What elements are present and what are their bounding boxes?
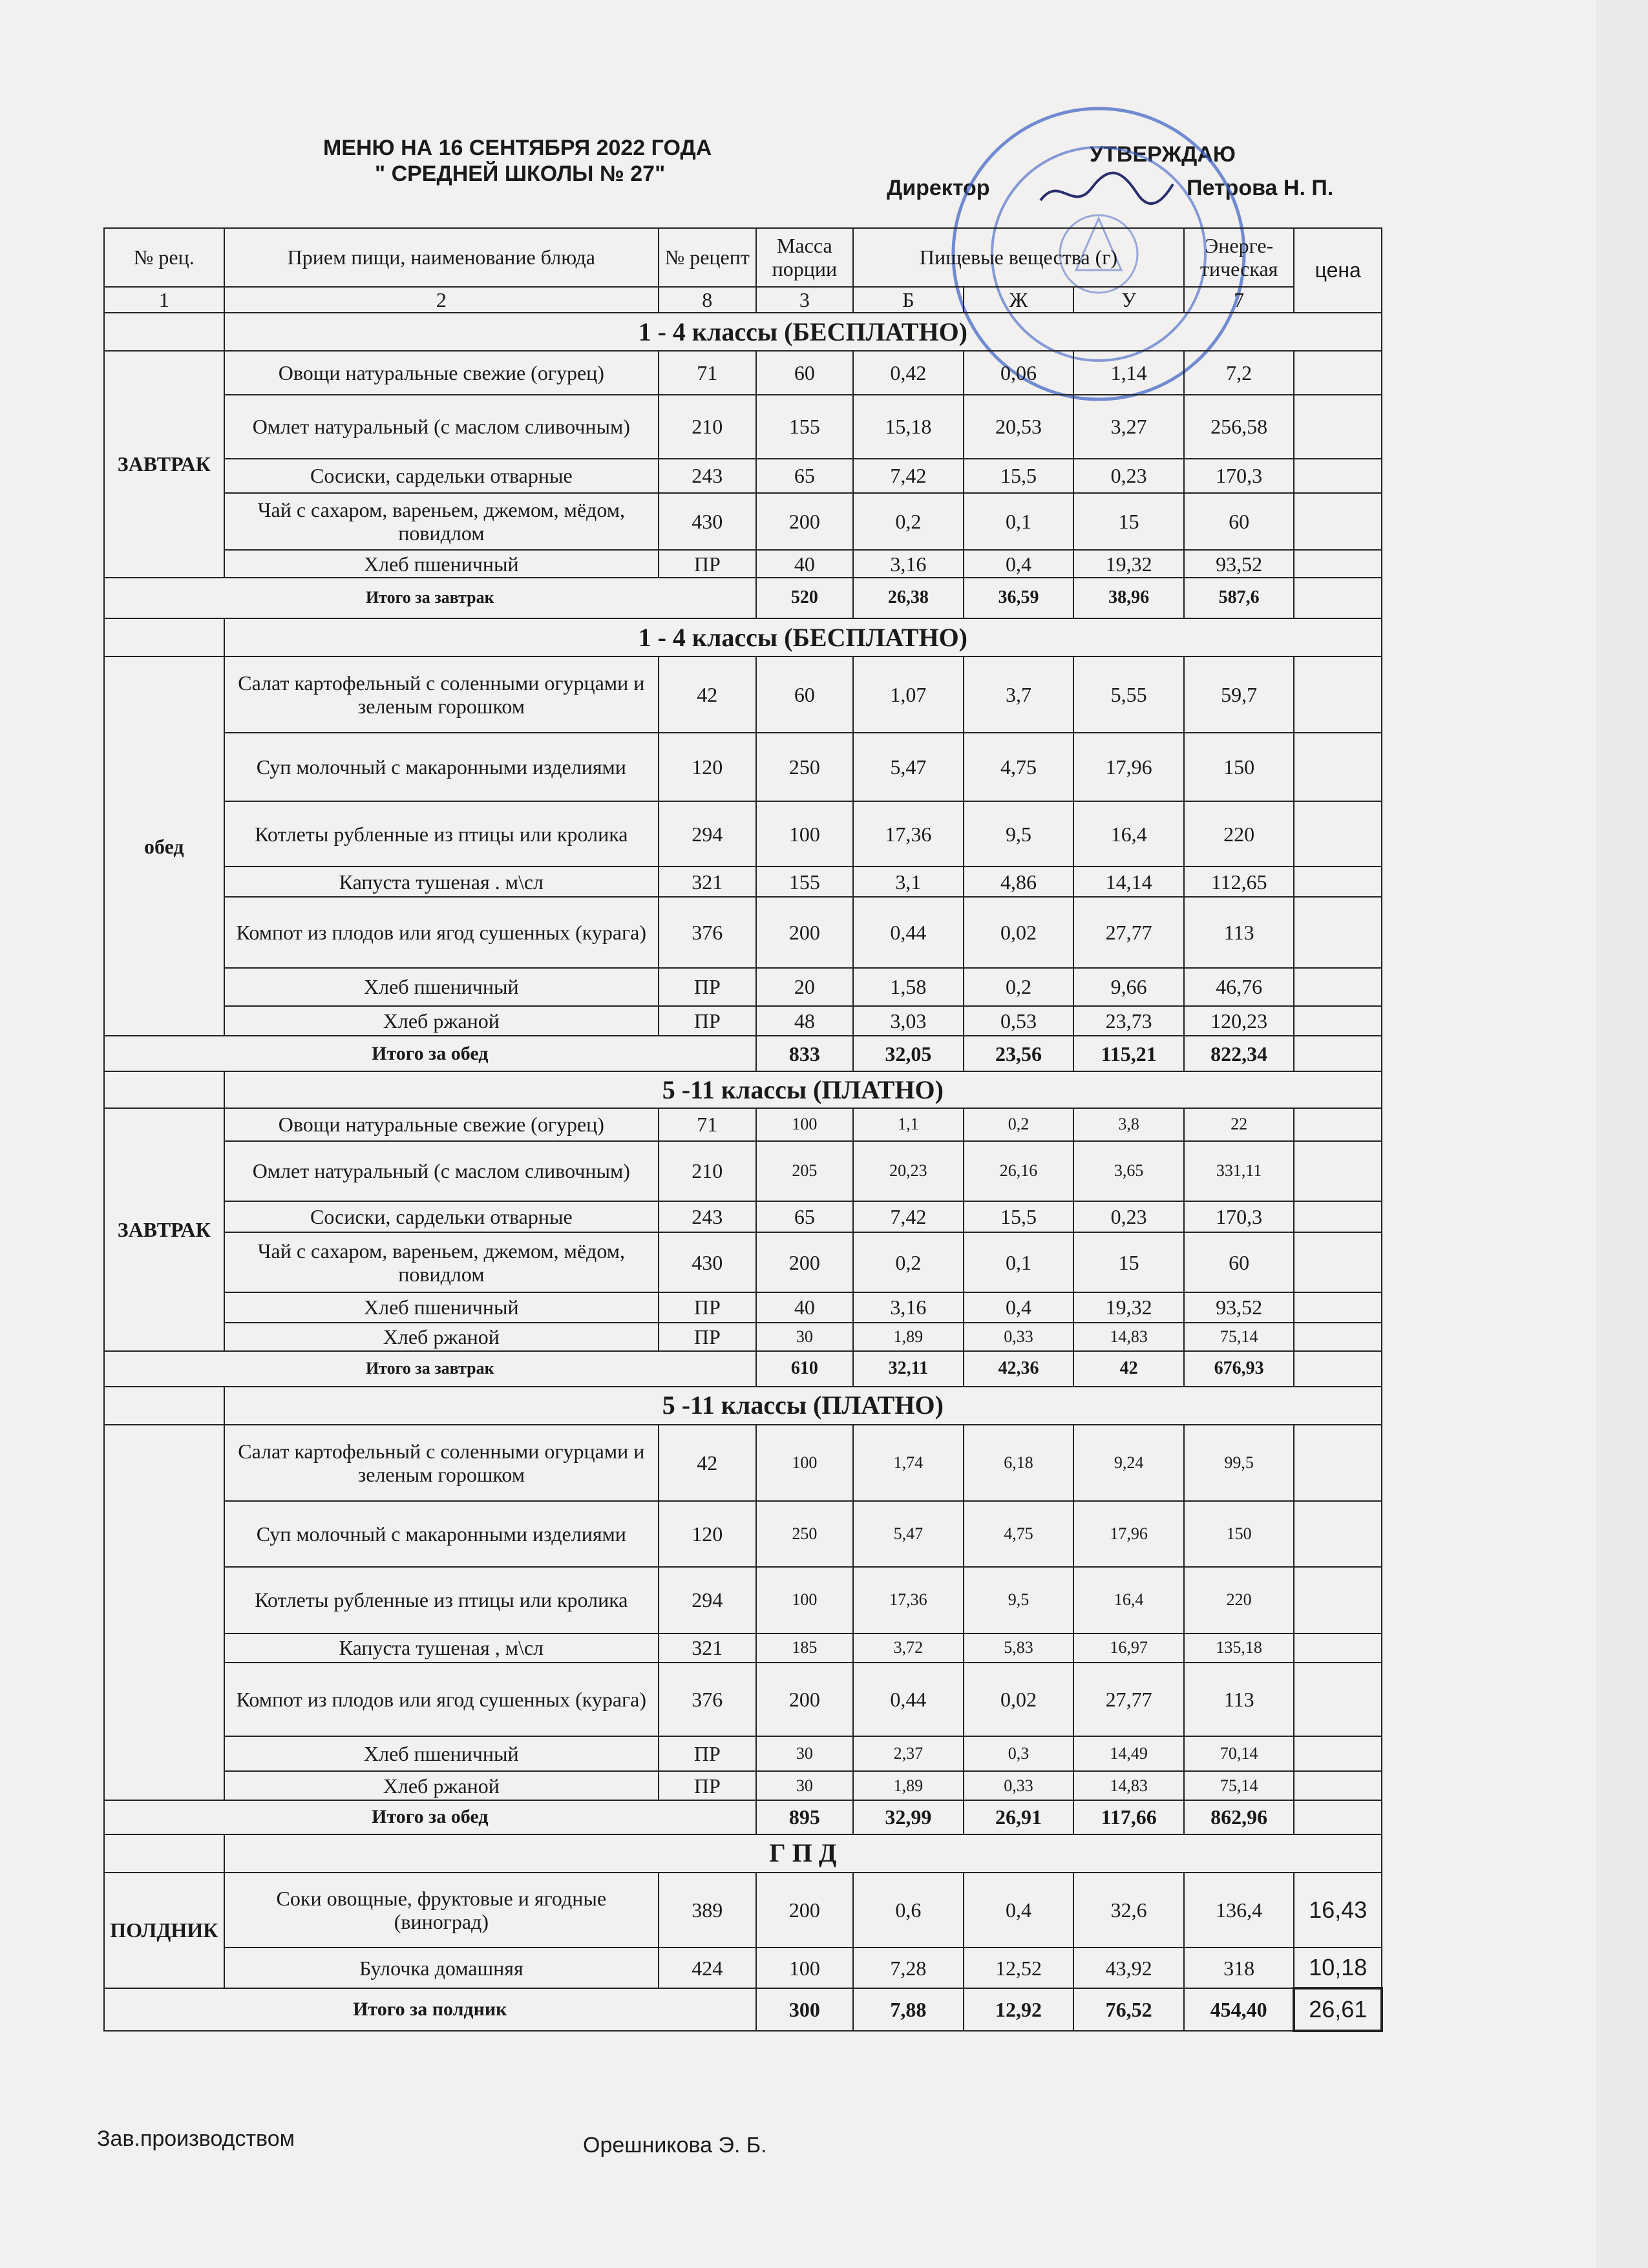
fat: 0,1 — [964, 1232, 1074, 1292]
fat: 0,02 — [964, 1663, 1074, 1736]
col-index: 3 — [756, 287, 854, 313]
fat: 6,18 — [964, 1425, 1074, 1501]
energy: 150 — [1184, 1501, 1294, 1566]
dish-name: Соки овощные, фруктовые и ягодные (виноград) — [224, 1873, 659, 1948]
subtotal-protein: 7,88 — [853, 1988, 964, 2031]
recipe-number: 120 — [659, 1501, 756, 1566]
portion: 205 — [756, 1141, 854, 1201]
subtotal-label: Итого за завтрак — [104, 1351, 756, 1387]
price — [1294, 1425, 1382, 1501]
fat: 3,7 — [964, 656, 1074, 733]
director-label: Директор — [887, 176, 990, 200]
energy: 256,58 — [1184, 395, 1294, 459]
subtotal-energy: 587,6 — [1184, 578, 1294, 618]
fat: 5,83 — [964, 1633, 1074, 1662]
recipe-number: ПР — [659, 1771, 756, 1800]
price — [1294, 897, 1382, 968]
dish-name: Хлеб пшеничный — [224, 1292, 659, 1322]
subtotal-carbs: 115,21 — [1073, 1036, 1184, 1071]
portion: 60 — [756, 656, 854, 733]
portion: 48 — [756, 1006, 854, 1036]
price — [1294, 1800, 1382, 1834]
subtotal-carbs: 117,66 — [1073, 1800, 1184, 1834]
carbs: 5,55 — [1073, 656, 1184, 733]
price — [1294, 1771, 1382, 1800]
energy: 99,5 — [1184, 1425, 1294, 1501]
recipe-number: 321 — [659, 1633, 756, 1662]
subtotal-label: Итого за полдник — [104, 1988, 756, 2031]
fat: 15,5 — [964, 459, 1074, 493]
energy: 7,2 — [1184, 351, 1294, 395]
price: 10,18 — [1294, 1948, 1382, 1988]
dish-name: Хлеб ржаной — [224, 1006, 659, 1036]
energy: 150 — [1184, 733, 1294, 801]
recipe-number: 430 — [659, 1232, 756, 1292]
portion: 250 — [756, 733, 854, 801]
protein: 17,36 — [853, 1567, 964, 1633]
fat: 20,53 — [964, 395, 1074, 459]
carbs: 9,66 — [1073, 968, 1184, 1006]
price — [1294, 1292, 1382, 1322]
subtotal-carbs: 42 — [1073, 1351, 1184, 1387]
energy: 75,14 — [1184, 1771, 1294, 1800]
meal-label: обед — [104, 656, 224, 1036]
subtotal-protein: 32,11 — [853, 1351, 964, 1387]
carbs: 9,24 — [1073, 1425, 1184, 1501]
subtotal-energy: 454,40 — [1184, 1988, 1294, 2031]
recipe-number: ПР — [659, 1736, 756, 1772]
fat: 0,4 — [964, 1292, 1074, 1322]
recipe-number: ПР — [659, 1323, 756, 1351]
carbs: 0,23 — [1073, 1201, 1184, 1233]
subtotal-price: 26,61 — [1294, 1988, 1382, 2031]
portion: 100 — [756, 1108, 854, 1141]
carbs: 17,96 — [1073, 1501, 1184, 1566]
energy: 22 — [1184, 1108, 1294, 1141]
fat: 0,1 — [964, 493, 1074, 551]
protein: 5,47 — [853, 733, 964, 801]
carbs: 17,96 — [1073, 733, 1184, 801]
price — [1294, 1201, 1382, 1233]
price — [1294, 866, 1382, 896]
price — [1294, 1006, 1382, 1036]
dish-name: Хлеб пшеничный — [224, 1736, 659, 1772]
dish-name: Салат картофельный с соленными огурцами и зеленым горошком — [224, 1425, 659, 1501]
protein: 17,36 — [853, 801, 964, 866]
energy: 220 — [1184, 801, 1294, 866]
dish-name: Сосиски, сардельки отварные — [224, 1201, 659, 1233]
dish-name: Омлет натуральный (с маслом сливочным) — [224, 1141, 659, 1201]
protein: 0,6 — [853, 1873, 964, 1948]
recipe-number: 120 — [659, 733, 756, 801]
dish-name: Хлеб ржаной — [224, 1323, 659, 1351]
price — [1294, 1232, 1382, 1292]
price — [1294, 493, 1382, 551]
subtotal-energy: 822,34 — [1184, 1036, 1294, 1071]
recipe-number: 210 — [659, 1141, 756, 1201]
fat: 0,33 — [964, 1323, 1074, 1351]
dish-name: Чай с сахаром, вареньем, джемом, мёдом, повидлом — [224, 493, 659, 551]
col-header-price: цена — [1294, 228, 1382, 313]
recipe-number: ПР — [659, 550, 756, 577]
price — [1294, 1108, 1382, 1141]
section-title: 5 -11 классы (ПЛАТНО) — [224, 1387, 1382, 1425]
recipe-number: 376 — [659, 1663, 756, 1736]
protein: 1,1 — [853, 1108, 964, 1141]
recipe-number: 210 — [659, 395, 756, 459]
portion: 155 — [756, 395, 854, 459]
subtotal-fat: 12,92 — [964, 1988, 1074, 2031]
fat: 0,53 — [964, 1006, 1074, 1036]
recipe-number: ПР — [659, 968, 756, 1006]
protein: 1,89 — [853, 1323, 964, 1351]
carbs: 27,77 — [1073, 897, 1184, 968]
col-header-recipe-num: № рец. — [104, 228, 224, 287]
protein: 7,28 — [853, 1948, 964, 1988]
fat: 0,2 — [964, 968, 1074, 1006]
fat: 0,4 — [964, 1873, 1074, 1948]
portion: 100 — [756, 1425, 854, 1501]
col-header-fat: Ж — [964, 287, 1074, 313]
director-signature — [1034, 162, 1176, 220]
carbs: 23,73 — [1073, 1006, 1184, 1036]
recipe-number: 389 — [659, 1873, 756, 1948]
col-index: 8 — [659, 287, 756, 313]
portion: 30 — [756, 1736, 854, 1772]
protein: 0,42 — [853, 351, 964, 395]
price — [1294, 1663, 1382, 1736]
carbs: 3,8 — [1073, 1108, 1184, 1141]
protein: 3,1 — [853, 866, 964, 896]
footer-name: Орешникова Э. Б. — [583, 2133, 767, 2158]
dish-name: Овощи натуральные свежие (огурец) — [224, 1108, 659, 1141]
carbs: 16,4 — [1073, 801, 1184, 866]
carbs: 15 — [1073, 1232, 1184, 1292]
recipe-number: 294 — [659, 1567, 756, 1633]
carbs: 14,83 — [1073, 1771, 1184, 1800]
carbs: 43,92 — [1073, 1948, 1184, 1988]
energy: 112,65 — [1184, 866, 1294, 896]
price — [1294, 968, 1382, 1006]
carbs: 16,4 — [1073, 1567, 1184, 1633]
approval-label: УТВЕРЖДАЮ — [1090, 142, 1236, 167]
energy: 93,52 — [1184, 1292, 1294, 1322]
portion: 155 — [756, 866, 854, 896]
price — [1294, 1141, 1382, 1201]
carbs: 27,77 — [1073, 1663, 1184, 1736]
energy: 120,23 — [1184, 1006, 1294, 1036]
recipe-number: 42 — [659, 1425, 756, 1501]
portion: 20 — [756, 968, 854, 1006]
protein: 1,74 — [853, 1425, 964, 1501]
portion: 100 — [756, 801, 854, 866]
subtotal-fat: 23,56 — [964, 1036, 1074, 1071]
portion: 200 — [756, 1663, 854, 1736]
dish-name: Хлеб пшеничный — [224, 550, 659, 577]
dish-name: Котлеты рубленные из птицы или кролика — [224, 801, 659, 866]
carbs: 1,14 — [1073, 351, 1184, 395]
price — [1294, 351, 1382, 395]
section-title: 1 - 4 классы (БЕСПЛАТНО) — [224, 313, 1382, 351]
portion: 200 — [756, 493, 854, 551]
dish-name: Капуста тушеная . м\сл — [224, 866, 659, 896]
director-name: Петрова Н. П. — [1187, 176, 1334, 200]
dish-name: Компот из плодов или ягод сушенных (курага) — [224, 897, 659, 968]
subtotal-energy: 676,93 — [1184, 1351, 1294, 1387]
carbs: 14,14 — [1073, 866, 1184, 896]
protein: 2,37 — [853, 1736, 964, 1772]
col-header-carbs: У — [1073, 287, 1184, 313]
energy: 60 — [1184, 493, 1294, 551]
subtotal-fat: 26,91 — [964, 1800, 1074, 1834]
price — [1294, 801, 1382, 866]
subtotal-protein: 26,38 — [853, 578, 964, 618]
carbs: 14,49 — [1073, 1736, 1184, 1772]
recipe-number: 42 — [659, 656, 756, 733]
price — [1294, 1036, 1382, 1071]
dish-name: Омлет натуральный (с маслом сливочным) — [224, 395, 659, 459]
meal-label: ЗАВТРАК — [104, 351, 224, 578]
dish-name: Суп молочный с макаронными изделиями — [224, 733, 659, 801]
fat: 4,86 — [964, 866, 1074, 896]
dish-name: Булочка домашняя — [224, 1948, 659, 1988]
fat: 4,75 — [964, 1501, 1074, 1566]
meal-label: ЗАВТРАК — [104, 1108, 224, 1351]
energy: 135,18 — [1184, 1633, 1294, 1662]
protein: 3,16 — [853, 550, 964, 577]
portion: 65 — [756, 459, 854, 493]
portion: 250 — [756, 1501, 854, 1566]
carbs: 3,27 — [1073, 395, 1184, 459]
dish-name: Чай с сахаром, вареньем, джемом, мёдом, повидлом — [224, 1232, 659, 1292]
carbs: 0,23 — [1073, 459, 1184, 493]
dish-name: Суп молочный с макаронными изделиями — [224, 1501, 659, 1566]
energy: 170,3 — [1184, 1201, 1294, 1233]
price — [1294, 1736, 1382, 1772]
subtotal-portion: 300 — [756, 1988, 854, 2031]
dish-name: Хлеб ржаной — [224, 1771, 659, 1800]
protein: 3,03 — [853, 1006, 964, 1036]
dish-name: Капуста тушеная , м\сл — [224, 1633, 659, 1662]
portion: 60 — [756, 351, 854, 395]
col-header-portion: Масса порции — [756, 228, 854, 287]
portion: 100 — [756, 1567, 854, 1633]
dish-name: Компот из плодов или ягод сушенных (курага) — [224, 1663, 659, 1736]
protein: 5,47 — [853, 1501, 964, 1566]
fat: 15,5 — [964, 1201, 1074, 1233]
energy: 136,4 — [1184, 1873, 1294, 1948]
fat: 0,33 — [964, 1771, 1074, 1800]
fat: 9,5 — [964, 1567, 1074, 1633]
col-index: 7 — [1184, 287, 1294, 313]
subtotal-carbs: 38,96 — [1073, 578, 1184, 618]
subtotal-label: Итого за завтрак — [104, 578, 756, 618]
energy: 113 — [1184, 897, 1294, 968]
portion: 185 — [756, 1633, 854, 1662]
carbs: 15 — [1073, 493, 1184, 551]
portion: 30 — [756, 1771, 854, 1800]
portion: 65 — [756, 1201, 854, 1233]
portion: 200 — [756, 1873, 854, 1948]
portion: 40 — [756, 550, 854, 577]
meal-label-empty — [104, 1425, 224, 1800]
protein: 0,44 — [853, 897, 964, 968]
price — [1294, 395, 1382, 459]
fat: 0,02 — [964, 897, 1074, 968]
recipe-number: 321 — [659, 866, 756, 896]
energy: 60 — [1184, 1232, 1294, 1292]
menu-table — [103, 227, 1383, 2032]
dish-name: Котлеты рубленные из птицы или кролика — [224, 1567, 659, 1633]
energy: 318 — [1184, 1948, 1294, 1988]
menu-title: МЕНЮ НА 16 СЕНТЯБРЯ 2022 ГОДА — [323, 136, 712, 160]
recipe-number: ПР — [659, 1006, 756, 1036]
price — [1294, 1323, 1382, 1351]
protein: 1,58 — [853, 968, 964, 1006]
carbs: 19,32 — [1073, 550, 1184, 577]
subtotal-energy: 862,96 — [1184, 1800, 1294, 1834]
recipe-number: 243 — [659, 1201, 756, 1233]
energy: 220 — [1184, 1567, 1294, 1633]
protein: 0,2 — [853, 493, 964, 551]
protein: 1,07 — [853, 656, 964, 733]
meal-label: ПОЛДНИК — [104, 1873, 224, 1989]
section-title: 1 - 4 классы (БЕСПЛАТНО) — [224, 618, 1382, 656]
protein: 7,42 — [853, 459, 964, 493]
protein: 20,23 — [853, 1141, 964, 1201]
recipe-number: 294 — [659, 801, 756, 866]
protein: 0,44 — [853, 1663, 964, 1736]
dish-name: Сосиски, сардельки отварные — [224, 459, 659, 493]
dish-name: Овощи натуральные свежие (огурец) — [224, 351, 659, 395]
price — [1294, 550, 1382, 577]
school-name: " СРЕДНЕЙ ШКОЛЫ № 27" — [375, 162, 666, 186]
col-header-recipe: № рецепт — [659, 228, 756, 287]
protein: 1,89 — [853, 1771, 964, 1800]
protein: 7,42 — [853, 1201, 964, 1233]
price — [1294, 656, 1382, 733]
energy: 59,7 — [1184, 656, 1294, 733]
col-header-energy: Энерге-тическая — [1184, 228, 1294, 287]
section-title: 5 -11 классы (ПЛАТНО) — [224, 1071, 1382, 1108]
price — [1294, 1351, 1382, 1387]
col-index: 1 — [104, 287, 224, 313]
recipe-number: ПР — [659, 1292, 756, 1322]
energy: 75,14 — [1184, 1323, 1294, 1351]
recipe-number: 71 — [659, 1108, 756, 1141]
col-header-nutrients: Пищевые вещества (г) — [853, 228, 1184, 287]
subtotal-label: Итого за обед — [104, 1036, 756, 1071]
col-header-dish: Прием пищи, наименование блюда — [224, 228, 659, 287]
protein: 3,72 — [853, 1633, 964, 1662]
price — [1294, 1501, 1382, 1566]
section-title: Г П Д — [224, 1834, 1382, 1873]
recipe-number: 243 — [659, 459, 756, 493]
carbs: 19,32 — [1073, 1292, 1184, 1322]
portion: 200 — [756, 1232, 854, 1292]
energy: 46,76 — [1184, 968, 1294, 1006]
fat: 12,52 — [964, 1948, 1074, 1988]
col-header-protein: Б — [853, 287, 964, 313]
subtotal-portion: 895 — [756, 1800, 854, 1834]
portion: 30 — [756, 1323, 854, 1351]
energy: 93,52 — [1184, 550, 1294, 577]
subtotal-fat: 36,59 — [964, 578, 1074, 618]
price — [1294, 459, 1382, 493]
fat: 0,2 — [964, 1108, 1074, 1141]
carbs: 3,65 — [1073, 1141, 1184, 1201]
fat: 0,06 — [964, 351, 1074, 395]
fat: 0,4 — [964, 550, 1074, 577]
fat: 0,3 — [964, 1736, 1074, 1772]
energy: 70,14 — [1184, 1736, 1294, 1772]
fat: 4,75 — [964, 733, 1074, 801]
col-index: 2 — [224, 287, 659, 313]
portion: 200 — [756, 897, 854, 968]
subtotal-label: Итого за обед — [104, 1800, 756, 1834]
price — [1294, 733, 1382, 801]
portion: 40 — [756, 1292, 854, 1322]
recipe-number: 424 — [659, 1948, 756, 1988]
recipe-number: 71 — [659, 351, 756, 395]
price — [1294, 1633, 1382, 1662]
dish-name: Салат картофельный с соленными огурцами и зеленым горошком — [224, 656, 659, 733]
carbs: 14,83 — [1073, 1323, 1184, 1351]
dish-name: Хлеб пшеничный — [224, 968, 659, 1006]
price — [1294, 1567, 1382, 1633]
subtotal-portion: 520 — [756, 578, 854, 618]
price — [1294, 578, 1382, 618]
protein: 15,18 — [853, 395, 964, 459]
portion: 100 — [756, 1948, 854, 1988]
protein: 0,2 — [853, 1232, 964, 1292]
carbs: 16,97 — [1073, 1633, 1184, 1662]
carbs: 32,6 — [1073, 1873, 1184, 1948]
subtotal-portion: 610 — [756, 1351, 854, 1387]
recipe-number: 376 — [659, 897, 756, 968]
fat: 9,5 — [964, 801, 1074, 866]
fat: 26,16 — [964, 1141, 1074, 1201]
subtotal-portion: 833 — [756, 1036, 854, 1071]
energy: 113 — [1184, 1663, 1294, 1736]
protein: 3,16 — [853, 1292, 964, 1322]
subtotal-fat: 42,36 — [964, 1351, 1074, 1387]
price: 16,43 — [1294, 1873, 1382, 1948]
subtotal-protein: 32,05 — [853, 1036, 964, 1071]
energy: 331,11 — [1184, 1141, 1294, 1201]
energy: 170,3 — [1184, 459, 1294, 493]
subtotal-carbs: 76,52 — [1073, 1988, 1184, 2031]
footer-role: Зав.производством — [97, 2126, 295, 2151]
subtotal-protein: 32,99 — [853, 1800, 964, 1834]
recipe-number: 430 — [659, 493, 756, 551]
